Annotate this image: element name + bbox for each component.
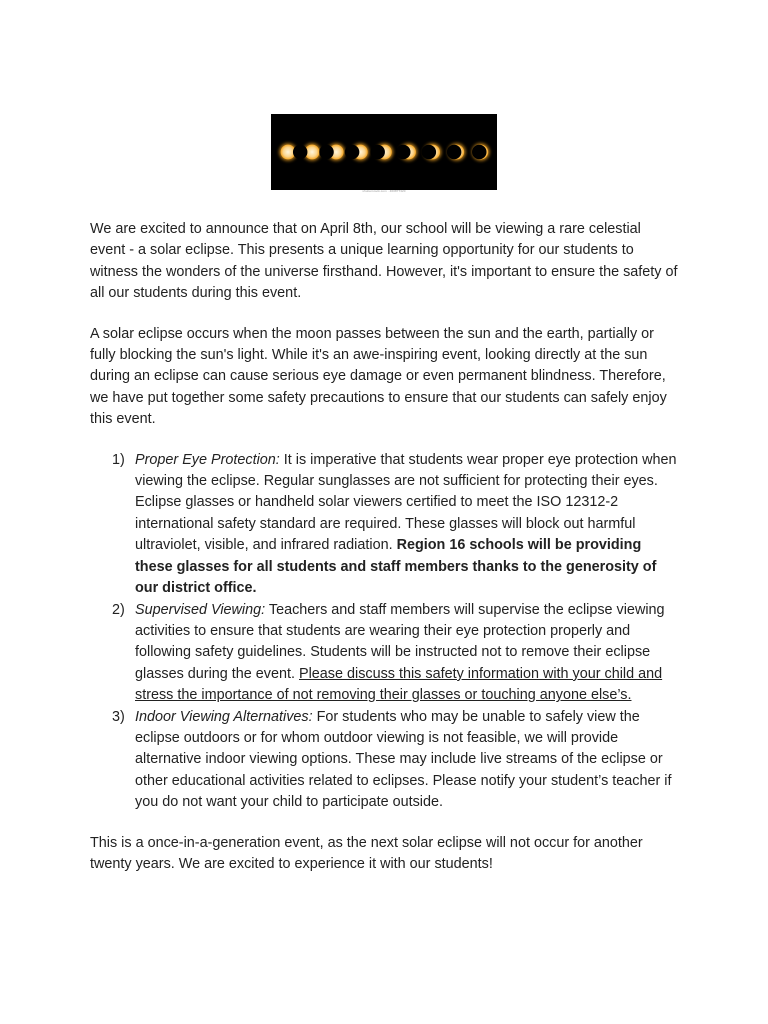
document-body [90, 219, 680, 894]
eclipse-phase [472, 143, 490, 161]
eclipse-phases-image [271, 114, 497, 190]
precaution-item [90, 450, 680, 600]
item-number: 3) [112, 708, 125, 725]
item-text: It is imperative that students wear proper eye protection when viewing the eclipse. Regular sunglasses are not sufficient for protecting their eyes. Eclipse glasses or handheld solar viewers certified to meet the ISO 12312-2 international safety standard are required. These glasses will block out harmful ultraviolet, visible, and infrared radiation. [135, 451, 677, 554]
item-number: 1) [112, 451, 125, 468]
explanation-paragraph: A solar eclipse occurs when the moon passes between the sun and the earth, partially or fully blocking the sun's light. While it's an awe-inspiring event, looking directly at the sun during an eclipse can cause serious eye damage or even permanent blindness. Therefore, we have put together some safety precautions to ensure that our students can safely enjoy this event. [90, 325, 667, 428]
eclipse-phase [345, 143, 369, 161]
safety-precautions-list [90, 450, 680, 814]
precaution-item [90, 707, 680, 814]
eclipse-phase [293, 143, 321, 161]
image-caption: shutterstock.com · 460877320 [362, 189, 406, 193]
eclipse-phases-graphic [271, 114, 497, 190]
eclipse-phase [447, 143, 466, 161]
item-emphasis: Region 16 schools will be providing these glasses for all students and staff members thanks to the generosity of our district office. [135, 537, 657, 597]
eclipse-phase [396, 143, 417, 161]
item-title: Indoor Viewing Alternatives: [135, 708, 313, 725]
eclipse-phase [370, 143, 393, 161]
closing-paragraph: This is a once-in-a-generation event, as the next solar eclipse will not occur for another twenty years. We are excited to experience it with our students! [90, 834, 643, 872]
item-title: Proper Eye Protection: [135, 451, 280, 468]
eclipse-phase [319, 143, 345, 161]
intro-paragraph: We are excited to announce that on April 8th, our school will be viewing a rare celestial event - a solar eclipse. This presents a unique learning opportunity for our students to witness the wonders of the universe firsthand. However, it's important to ensure the safety of all our students during this event. [90, 221, 678, 302]
item-text: Teachers and staff members will supervise the eclipse viewing activities to ensure that students are wearing their eye protection properly and following safety guidelines. Students will be instructed not to remove their eclipse glasses during the event. [135, 601, 665, 682]
eclipse-phase [422, 143, 442, 161]
precaution-item [90, 600, 680, 707]
item-emphasis: Please discuss this safety information with your child and stress the importance of not removing their glasses or touching anyone else’s. [135, 665, 663, 704]
item-text: For students who may be unable to safely view the eclipse outdoors or for whom outdoor viewing is not feasible, we will provide alternative indoor viewing options. These may include live streams of the eclipse or other educational activities related to eclipses. Please notify your student’s teacher if you do not want your child to participate outside. [135, 708, 672, 811]
item-title: Supervised Viewing: [135, 601, 266, 618]
item-number: 2) [112, 601, 125, 618]
